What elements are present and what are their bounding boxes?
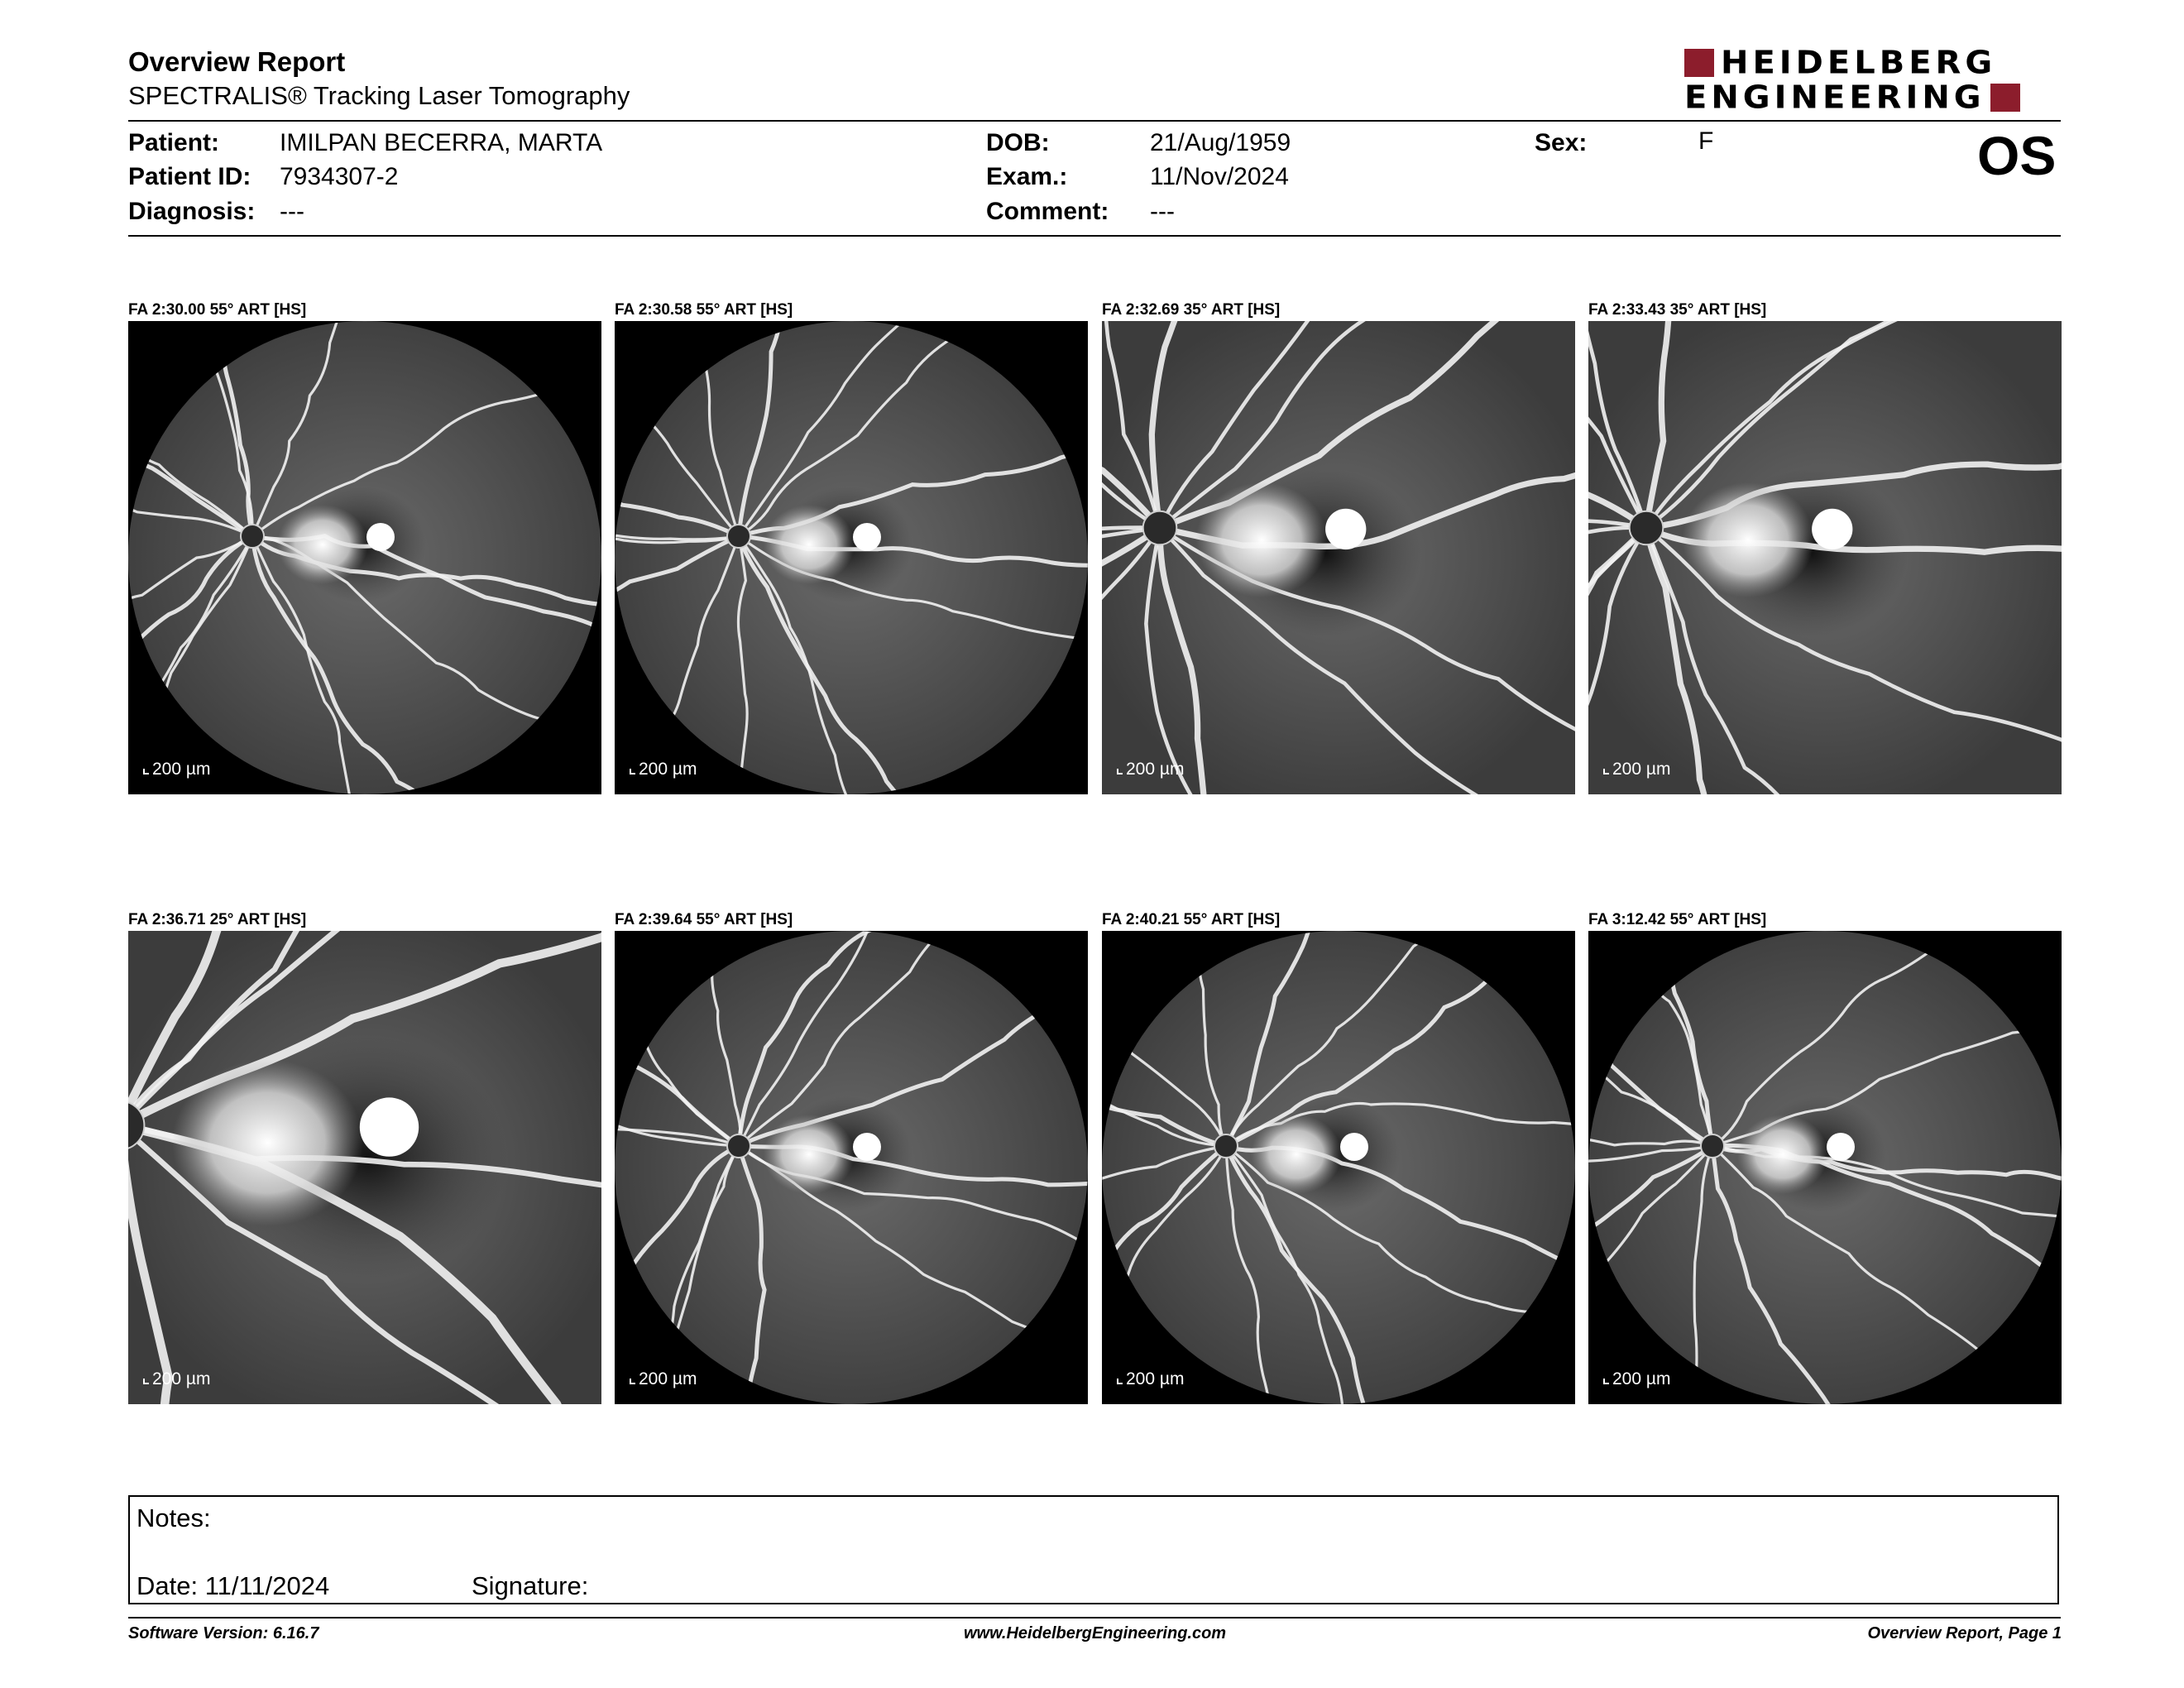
logo-line2: ENGINEERING	[1684, 79, 1985, 116]
scale-label: 200 µm	[639, 760, 697, 779]
diagnosis-value: ---	[280, 198, 304, 225]
notes-box	[128, 1495, 2059, 1604]
exam-value: 11/Nov/2024	[1150, 163, 1289, 190]
comment-value: ---	[1150, 198, 1175, 225]
angiogram-image[interactable]	[1588, 321, 2062, 794]
notes-label: Notes:	[136, 1503, 211, 1532]
heidelberg-logo	[1684, 46, 2065, 115]
patient-id-label: Patient ID:	[128, 163, 251, 190]
image-caption: FA 2:30.00 55° ART [HS]	[128, 301, 307, 319]
date-label: Date: 11/11/2024	[136, 1571, 330, 1600]
scale-tick-icon	[1117, 769, 1123, 774]
logo-line1: HEIDELBERG	[1721, 45, 1997, 81]
scale-label: 200 µm	[1612, 1369, 1671, 1388]
image-caption: FA 3:12.42 55° ART [HS]	[1588, 911, 1767, 928]
angiogram-image[interactable]	[1102, 321, 1575, 794]
scale-label: 200 µm	[152, 760, 211, 779]
scale-tick-icon	[143, 1379, 149, 1384]
scale-label: 200 µm	[639, 1369, 697, 1388]
dob-label: DOB:	[986, 129, 1050, 156]
scale-label: 200 µm	[1612, 760, 1671, 779]
dob-value: 21/Aug/1959	[1150, 129, 1291, 156]
angiogram-image[interactable]	[615, 321, 1088, 794]
scale-bar	[1117, 760, 1184, 779]
diagnosis-label: Diagnosis:	[128, 198, 256, 225]
scale-tick-icon	[630, 769, 635, 774]
eye-indicator: OS	[1977, 125, 2057, 186]
page-indicator: Overview Report, Page 1	[1867, 1624, 2062, 1642]
patient-id-value: 7934307-2	[280, 163, 399, 190]
scale-tick-icon	[143, 769, 149, 774]
scale-bar	[143, 760, 210, 779]
software-version: Software Version: 6.16.7	[128, 1624, 319, 1642]
scale-tick-icon	[1117, 1379, 1123, 1384]
angiogram-image[interactable]	[1588, 931, 2062, 1404]
scale-bar	[630, 760, 697, 779]
logo-square-right	[1990, 84, 2020, 112]
report-subtitle: SPECTRALIS® Tracking Laser Tomography	[128, 81, 630, 110]
scale-label: 200 µm	[152, 1369, 211, 1388]
exam-label: Exam.:	[986, 163, 1068, 190]
signature-label: Signature:	[472, 1571, 589, 1600]
scale-tick-icon	[630, 1379, 635, 1384]
scale-bar	[630, 1369, 697, 1389]
patient-value: IMILPAN BECERRA, MARTA	[280, 129, 603, 156]
comment-label: Comment:	[986, 198, 1109, 225]
image-caption: FA 2:33.43 35° ART [HS]	[1588, 301, 1767, 319]
scale-label: 200 µm	[1126, 1369, 1185, 1388]
image-caption: FA 2:30.58 55° ART [HS]	[615, 301, 793, 319]
header-rule	[128, 120, 2061, 122]
scale-label: 200 µm	[1126, 760, 1185, 779]
scale-tick-icon	[1603, 1379, 1609, 1384]
patient-label: Patient:	[128, 129, 220, 156]
scale-bar	[1603, 760, 1670, 779]
scale-bar	[1603, 1369, 1670, 1389]
angiogram-image[interactable]	[1102, 931, 1575, 1404]
patient-rule	[128, 235, 2061, 237]
scale-bar	[1117, 1369, 1184, 1389]
sex-value: F	[1698, 127, 1714, 155]
angiogram-image[interactable]	[128, 321, 601, 794]
image-caption: FA 2:36.71 25° ART [HS]	[128, 911, 307, 928]
image-caption: FA 2:39.64 55° ART [HS]	[615, 911, 793, 928]
scale-bar	[143, 1369, 210, 1389]
website-link[interactable]: www.HeidelbergEngineering.com	[964, 1624, 1227, 1642]
report-title: Overview Report	[128, 46, 346, 77]
scale-tick-icon	[1603, 769, 1609, 774]
angiogram-image[interactable]	[128, 931, 601, 1404]
image-caption: FA 2:40.21 55° ART [HS]	[1102, 911, 1281, 928]
image-caption: FA 2:32.69 35° ART [HS]	[1102, 301, 1281, 319]
angiogram-image[interactable]	[615, 931, 1088, 1404]
sex-label: Sex:	[1535, 129, 1588, 156]
logo-square-left	[1684, 49, 1714, 77]
footer-rule	[128, 1617, 2061, 1618]
